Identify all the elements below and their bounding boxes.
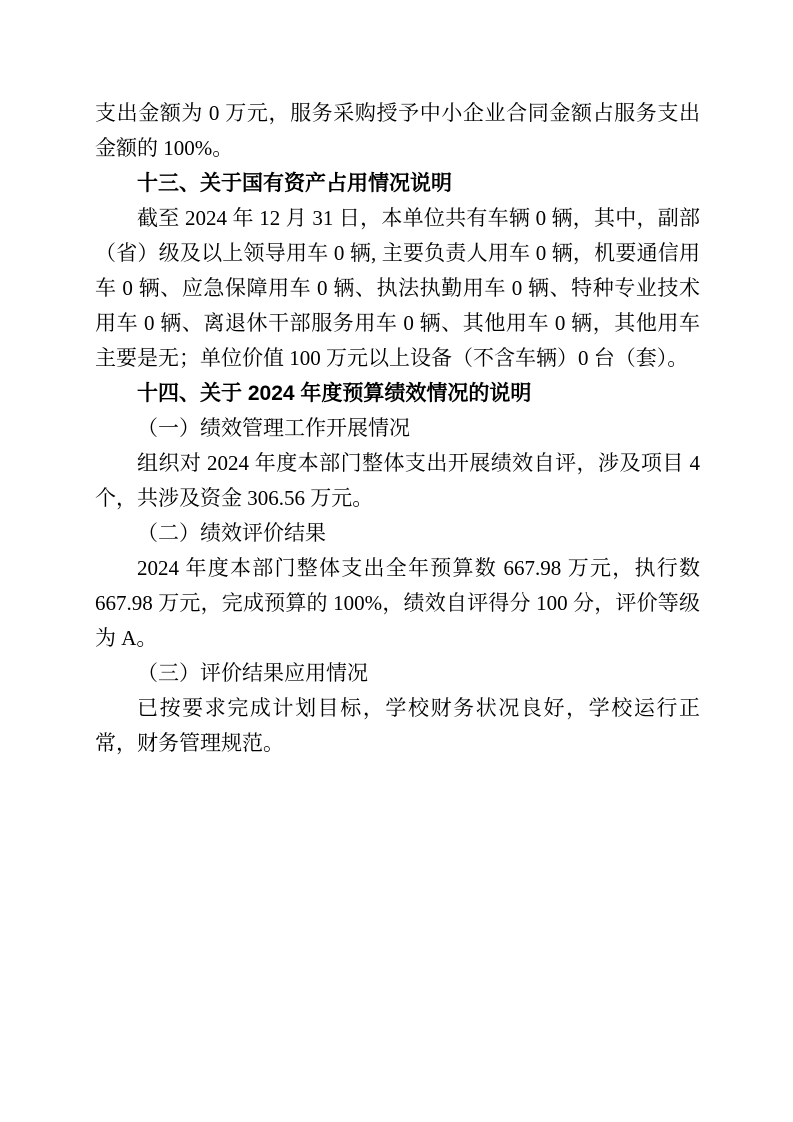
- heading-section-13-state-assets: 十三、关于国有资产占用情况说明: [137, 172, 452, 195]
- paragraph-procurement-continuation: 支出金额为 0 万元，服务采购授予中小企业合同金额占服务支出金额的 100%。: [95, 101, 700, 160]
- paragraph-state-assets-usage: 截至 2024 年 12 月 31 日，本单位共有车辆 0 辆，其中，副部（省）级及以上领导用车 0 辆, 主要负责人用车 0 辆，机要通信用车 0 辆、应急保障用车 0 辆、执法执勤用车 0 辆、特种专业技术用车 0 辆、离退休干部服务用车 0 辆、其他用车 0 辆，其他用车主要是无；单位价值 100 万元以上设备（不含车辆）0 台（套）。: [95, 206, 700, 370]
- paragraph-evaluation-result-application: 已按要求完成计划目标，学校财务状况良好，学校运行正常，财务管理规范。: [95, 696, 700, 755]
- subheading-performance-management-work: （一）绩效管理工作开展情况: [137, 417, 410, 440]
- paragraph-performance-self-evaluation: 组织对 2024 年度本部门整体支出开展绩效自评，涉及项目 4 个，共涉及资金 306.56 万元。: [95, 451, 700, 510]
- paragraph-budget-execution-figures: 2024 年度本部门整体支出全年预算数 667.98 万元，执行数 667.98 万元，完成预算的 100%，绩效自评得分 100 分，评价等级为 A。: [95, 556, 700, 650]
- subheading-evaluation-result-application: （三）评价结果应用情况: [137, 662, 368, 685]
- subheading-performance-evaluation-result: （二）绩效评价结果: [137, 522, 326, 545]
- heading-section-14-budget-performance: 十四、关于 2024 年度预算绩效情况的说明: [137, 382, 532, 405]
